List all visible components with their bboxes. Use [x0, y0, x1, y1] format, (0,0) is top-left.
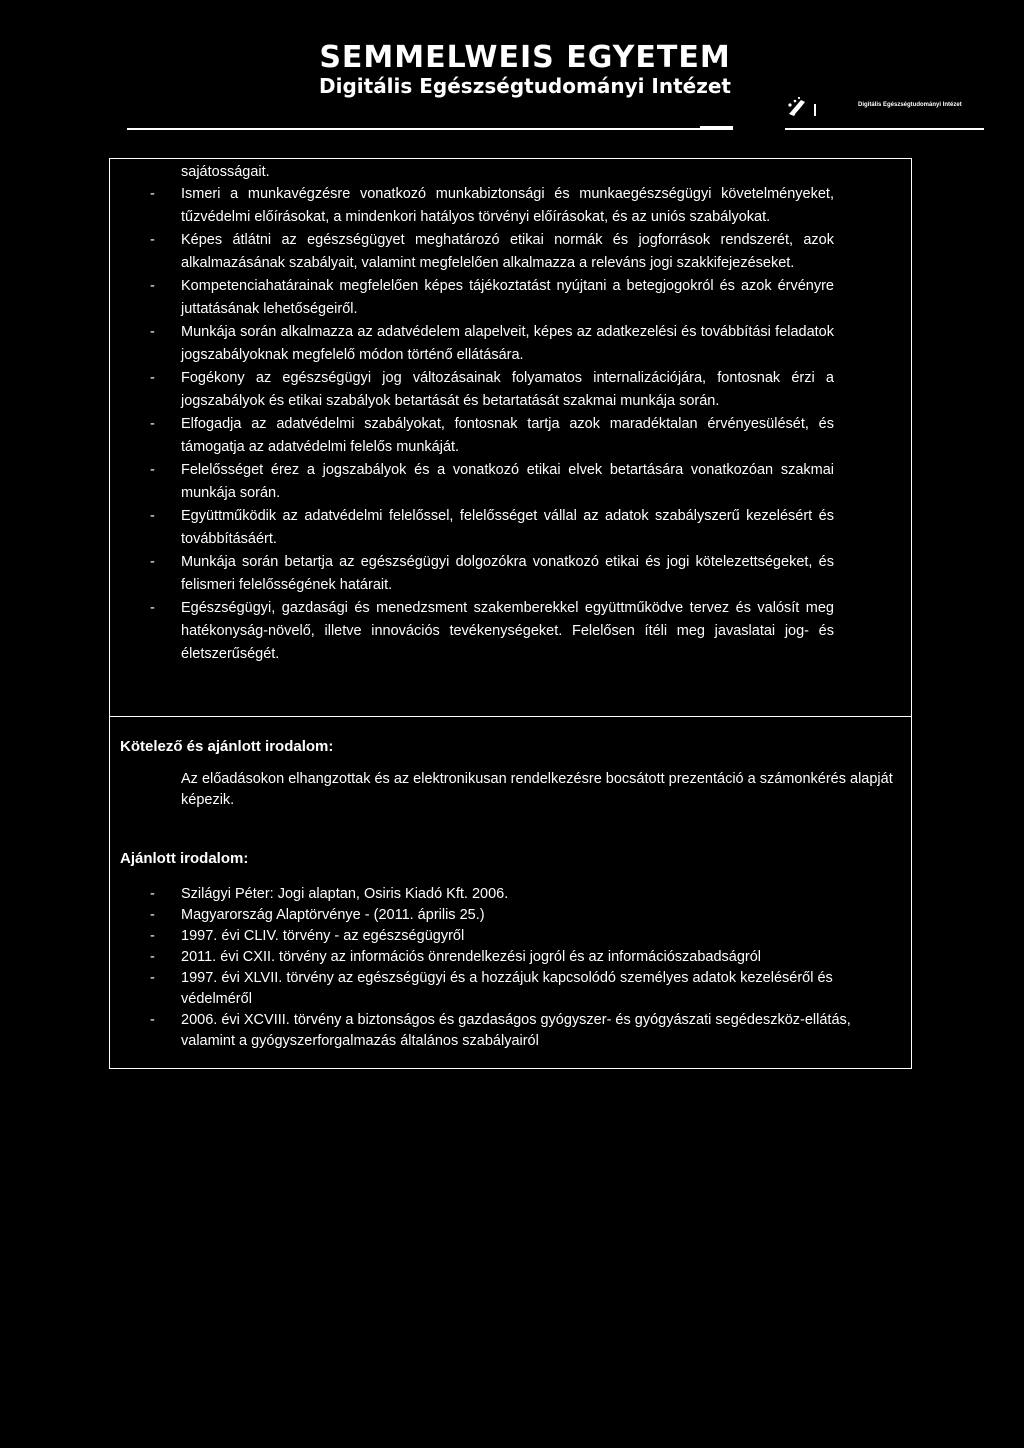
bullet-dash: -: [150, 324, 155, 340]
competency-item-text: Fogékony az egészségügyi jog változásainak folyamatos internalizációjára, fontosnak érzi a jogszabályok és etikai szabályok betartását és betartatását szakmai munkája során.: [181, 370, 834, 409]
competency-item-text: Munkája során betartja az egészségügyi dolgozókra vonatkozó etikai és jogi kötelezettségeket, és felismeri felelősségének határait.: [181, 554, 834, 593]
literature-item: [150, 905, 872, 926]
competency-list: [150, 183, 834, 666]
university-name: SEMMELWEIS EGYETEM: [319, 40, 731, 75]
page-header: [0, 0, 1024, 140]
literature-item: [150, 926, 872, 947]
literature-item-text: 1997. évi XLVII. törvény az egészségügyi és a hozzájuk kapcsolódó személyes adatok kezeléséről és védelméről: [181, 970, 833, 1007]
bullet-dash: -: [150, 949, 155, 965]
bullet-dash: -: [150, 907, 155, 923]
competency-item: [150, 321, 834, 367]
content-box: [109, 158, 912, 1069]
header-rule-right: [785, 128, 984, 130]
competency-item-text: Ismeri a munkavégzésre vonatkozó munkabiztonsági és munkaegészségügyi követelményeket, tűzvédelmi előírásokat, a mindenkori hatályos törvényi előírásokat, és az uniós szabályokat.: [181, 186, 834, 225]
competency-item-text: Egészségügyi, gazdasági és menedzsment szakemberekkel együttműködve tervez és valósít meg hatékonyság-növelő, illetve innovációs tevékenységeket. Felelősen ítéli meg javaslatai jog- és életszerűségét.: [181, 600, 834, 662]
mandatory-literature-text: Az előadásokon elhangzottak és az elektronikusan rendelkezésre bocsátott prezentáció a számonkérés alapját képezik.: [181, 771, 893, 808]
bullet-dash: -: [150, 600, 155, 616]
literature-item: [150, 1010, 872, 1052]
bullet-dash: -: [150, 970, 155, 986]
literature-item-text: 2006. évi XCVIII. törvény a biztonságos és gazdaságos gyógyszer- és gyógyászati segédeszköz-ellátás, valamint a gyógyszerforgalmazás általános szabályairól: [181, 1012, 851, 1049]
competency-item: [150, 551, 834, 597]
bullet-dash: -: [150, 370, 155, 386]
literature-item-text: 2011. évi CXII. törvény az információs önrendelkezési jogról és az információszabadságról: [181, 949, 762, 965]
header-rule-left: [127, 128, 733, 130]
competency-item: [150, 413, 834, 459]
competency-item: [150, 367, 834, 413]
competency-item: [150, 597, 834, 666]
recommended-literature-list: [150, 884, 872, 1052]
literature-item-text: Magyarország Alaptörvénye - (2011. április 25.): [181, 907, 485, 923]
bullet-dash: -: [150, 928, 155, 944]
competency-item: [150, 275, 834, 321]
continuation-text: sajátosságait.: [181, 164, 270, 180]
institute-name: Digitális Egészségtudományi Intézet: [319, 74, 731, 98]
institute-logo-icon: [785, 96, 819, 120]
bullet-dash: -: [150, 554, 155, 570]
bullet-dash: -: [150, 278, 155, 294]
section-divider: [110, 716, 911, 717]
literature-item: [150, 947, 872, 968]
literature-item-text: Szilágyi Péter: Jogi alaptan, Osiris Kiadó Kft. 2006.: [181, 886, 509, 902]
competency-item-text: Munkája során alkalmazza az adatvédelem alapelveit, képes az adatkezelési és továbbítási feladatok jogszabályoknak megfelelő módon történő ellátására.: [181, 324, 834, 363]
competency-item: [150, 505, 834, 551]
literature-item: [150, 884, 872, 905]
bullet-dash: -: [150, 186, 155, 202]
competency-item-text: Kompetenciahatárainak megfelelően képes tájékoztatást nyújtani a betegjogokról és azok érvényre juttatásának lehetőségeiről.: [181, 278, 834, 317]
competency-item-text: Képes átlátni az egészségügyet meghatározó etikai normák és jogforrások rendszerét, azok alkalmazásának szabályait, valamint megfelelően alkalmazza a releváns jogi szakkifejezéseket.: [181, 232, 834, 271]
competency-item-text: Felelősséget érez a jogszabályok és a vonatkozó etikai elvek betartására vonatkozóan szakmai munkája során.: [181, 462, 834, 501]
bullet-dash: -: [150, 1012, 155, 1028]
competency-item-text: Együttműködik az adatvédelmi felelőssel, felelősséget vállal az adatok szabályszerű kezelésért és továbbításáért.: [181, 508, 834, 547]
header-rule-accent: [700, 126, 733, 128]
mandatory-literature-title: Kötelező és ajánlott irodalom:: [120, 738, 334, 755]
competency-item: [150, 229, 834, 275]
logo-text: Digitális Egészségtudományi Intézet: [858, 102, 962, 108]
bullet-dash: -: [150, 508, 155, 524]
competency-item-text: Elfogadja az adatvédelmi szabályokat, fontosnak tartja azok maradéktalan érvényesülését, és támogatja az adatvédelmi felelős munkáját.: [181, 416, 834, 455]
bullet-dash: -: [150, 886, 155, 902]
literature-item-text: 1997. évi CLIV. törvény - az egészségügyről: [181, 928, 465, 944]
bullet-dash: -: [150, 232, 155, 248]
competency-item: [150, 183, 834, 229]
literature-item: [150, 968, 872, 1010]
recommended-literature-title: Ajánlott irodalom:: [120, 850, 249, 867]
competency-item: [150, 459, 834, 505]
bullet-dash: -: [150, 416, 155, 432]
bullet-dash: -: [150, 462, 155, 478]
